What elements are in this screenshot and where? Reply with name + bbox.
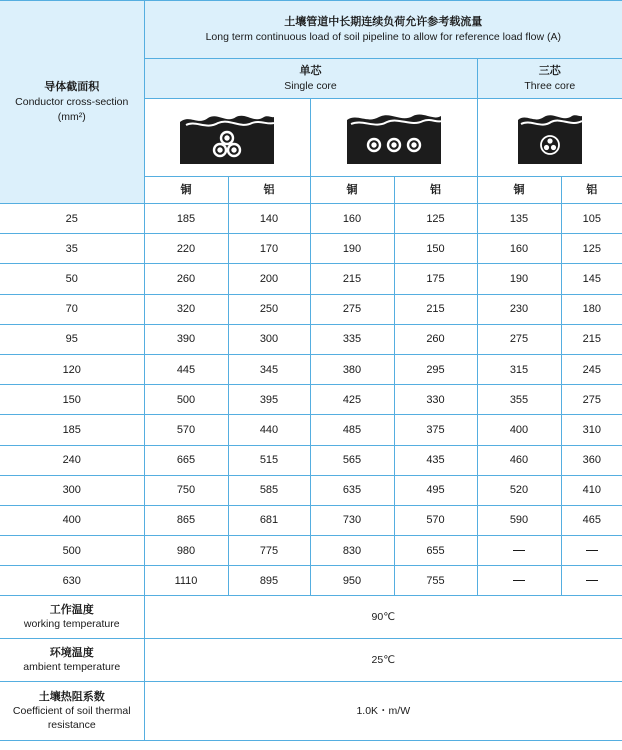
flat-copper-cell: 635 xyxy=(310,475,394,505)
cable-flat-icon xyxy=(347,108,441,164)
flat-aluminum-cell: 375 xyxy=(394,415,477,445)
three-copper-cell: 315 xyxy=(477,354,561,384)
single-aluminum-cell: 895 xyxy=(228,566,310,596)
single-aluminum-cell: 170 xyxy=(228,234,310,264)
ambient-temp-en: ambient temperature xyxy=(23,661,121,674)
working-temp-value: 90℃ xyxy=(144,596,622,639)
load-header-cn: 土壤管道中长期连续负荷允许参考载流量 xyxy=(284,15,483,28)
single-aluminum-cell: 200 xyxy=(228,264,310,294)
table-row xyxy=(0,294,622,324)
three-aluminum-cell: 125 xyxy=(561,234,622,264)
flat-copper-cell: 830 xyxy=(310,536,394,566)
single-aluminum-cell: 140 xyxy=(228,204,310,234)
flat-aluminum-cell: 125 xyxy=(394,204,477,234)
three-copper-cell xyxy=(477,566,561,596)
single-copper-cell: 185 xyxy=(144,204,228,234)
three-copper-cell: 355 xyxy=(477,385,561,415)
table-row xyxy=(0,475,622,505)
single-copper-cell: 1110 xyxy=(144,566,228,596)
flat-copper-cell: 485 xyxy=(310,415,394,445)
three-copper-cell: 590 xyxy=(477,505,561,535)
table-row xyxy=(0,505,622,535)
table-row xyxy=(0,204,622,234)
three-aluminum-cell: 310 xyxy=(561,415,622,445)
three-core-en: Three core xyxy=(524,79,576,92)
three-aluminum-cell: 360 xyxy=(561,445,622,475)
data-rows xyxy=(0,204,622,596)
conductor-header-cn: 导体截面积 xyxy=(44,80,100,93)
not-available-dash xyxy=(513,580,525,581)
load-header-en: Long term continuous load of soil pipeline to allow for reference load flow (A) xyxy=(205,30,562,43)
copper-label: 铜 xyxy=(477,177,561,204)
ambient-temp-cn: 环境温度 xyxy=(49,647,94,660)
size-cell: 50 xyxy=(0,264,144,294)
flat-copper-cell: 190 xyxy=(310,234,394,264)
table-row xyxy=(0,234,622,264)
flat-aluminum-cell: 435 xyxy=(394,445,477,475)
flat-aluminum-cell: 570 xyxy=(394,505,477,535)
flat-aluminum-cell: 215 xyxy=(394,294,477,324)
three-aluminum-cell xyxy=(561,536,622,566)
not-available-dash xyxy=(586,550,598,551)
aluminum-label: 铝 xyxy=(228,177,310,204)
three-copper-cell: 190 xyxy=(477,264,561,294)
size-cell: 25 xyxy=(0,204,144,234)
single-copper-cell: 500 xyxy=(144,385,228,415)
table-row xyxy=(0,264,622,294)
copper-label: 铜 xyxy=(310,177,394,204)
cable-trefoil-icon xyxy=(180,108,274,164)
single-copper-cell: 320 xyxy=(144,294,228,324)
load-header xyxy=(144,1,622,59)
single-core-cn: 单芯 xyxy=(299,64,322,77)
single-aluminum-cell: 440 xyxy=(228,415,310,445)
three-copper-cell: 460 xyxy=(477,445,561,475)
size-cell: 300 xyxy=(0,475,144,505)
flat-copper-cell: 950 xyxy=(310,566,394,596)
three-copper-cell: 520 xyxy=(477,475,561,505)
single-aluminum-cell: 250 xyxy=(228,294,310,324)
size-cell: 240 xyxy=(0,445,144,475)
single-aluminum-cell: 395 xyxy=(228,385,310,415)
three-aluminum-cell: 465 xyxy=(561,505,622,535)
three-core-header xyxy=(477,59,622,99)
size-cell: 185 xyxy=(0,415,144,445)
three-aluminum-cell: 410 xyxy=(561,475,622,505)
single-aluminum-cell: 585 xyxy=(228,475,310,505)
not-available-dash xyxy=(513,550,525,551)
conductor-header-en: Conductor cross-section xyxy=(15,95,129,108)
working-temp-label xyxy=(0,596,144,639)
three-core-pic-cell xyxy=(477,99,622,177)
single-core-en: Single core xyxy=(284,79,337,92)
single-copper-cell: 260 xyxy=(144,264,228,294)
table-row xyxy=(0,415,622,445)
flat-aluminum-cell: 295 xyxy=(394,354,477,384)
ambient-temp-label xyxy=(0,639,144,682)
flat-copper-cell: 335 xyxy=(310,324,394,354)
flat-aluminum-cell: 260 xyxy=(394,324,477,354)
flat-aluminum-cell: 175 xyxy=(394,264,477,294)
table-row xyxy=(0,324,622,354)
flat-aluminum-cell: 655 xyxy=(394,536,477,566)
single-copper-cell: 220 xyxy=(144,234,228,264)
three-copper-cell: 135 xyxy=(477,204,561,234)
ambient-temp-value: 25℃ xyxy=(144,639,622,682)
three-core-cable-icon xyxy=(518,108,582,164)
soil-resistance-value: 1.0K・m/W xyxy=(144,682,622,741)
size-cell: 120 xyxy=(0,354,144,384)
three-core-cn: 三芯 xyxy=(538,64,561,77)
single-copper-cell: 665 xyxy=(144,445,228,475)
flat-aluminum-cell: 330 xyxy=(394,385,477,415)
table-row xyxy=(0,536,622,566)
conductor-header xyxy=(0,1,144,204)
three-aluminum-cell: 245 xyxy=(561,354,622,384)
single-core-header xyxy=(144,59,477,99)
three-aluminum-cell: 145 xyxy=(561,264,622,294)
soil-resistance-cn: 土壤热阻系数 xyxy=(38,691,105,704)
flat-copper-cell: 160 xyxy=(310,204,394,234)
size-cell: 400 xyxy=(0,505,144,535)
conductor-header-unit: (mm²) xyxy=(57,110,86,123)
three-copper-cell: 160 xyxy=(477,234,561,264)
flat-copper-cell: 730 xyxy=(310,505,394,535)
working-temp-cn: 工作温度 xyxy=(49,604,94,617)
flat-copper-cell: 425 xyxy=(310,385,394,415)
table-row xyxy=(0,566,622,596)
table-row xyxy=(0,445,622,475)
not-available-dash xyxy=(586,580,598,581)
size-cell: 150 xyxy=(0,385,144,415)
single-aluminum-cell: 681 xyxy=(228,505,310,535)
flat-aluminum-cell: 755 xyxy=(394,566,477,596)
single-aluminum-cell: 345 xyxy=(228,354,310,384)
copper-label: 铜 xyxy=(144,177,228,204)
three-aluminum-cell: 215 xyxy=(561,324,622,354)
trefoil-pic-cell xyxy=(144,99,310,177)
three-copper-cell xyxy=(477,536,561,566)
single-copper-cell: 445 xyxy=(144,354,228,384)
single-copper-cell: 750 xyxy=(144,475,228,505)
single-copper-cell: 390 xyxy=(144,324,228,354)
size-cell: 630 xyxy=(0,566,144,596)
three-copper-cell: 400 xyxy=(477,415,561,445)
single-copper-cell: 865 xyxy=(144,505,228,535)
soil-resistance-en1: Coefficient of soil thermal xyxy=(12,705,131,718)
flat-copper-cell: 565 xyxy=(310,445,394,475)
soil-resistance-en2: resistance xyxy=(47,719,96,732)
flat-copper-cell: 215 xyxy=(310,264,394,294)
single-aluminum-cell: 775 xyxy=(228,536,310,566)
aluminum-label: 铝 xyxy=(394,177,477,204)
three-aluminum-cell xyxy=(561,566,622,596)
working-temp-en: working temperature xyxy=(23,618,120,631)
flat-aluminum-cell: 150 xyxy=(394,234,477,264)
size-cell: 70 xyxy=(0,294,144,324)
flat-pic-cell xyxy=(310,99,477,177)
flat-copper-cell: 275 xyxy=(310,294,394,324)
three-aluminum-cell: 275 xyxy=(561,385,622,415)
three-aluminum-cell: 105 xyxy=(561,204,622,234)
single-aluminum-cell: 515 xyxy=(228,445,310,475)
table-row xyxy=(0,354,622,384)
soil-resistance-label xyxy=(0,682,144,741)
three-aluminum-cell: 180 xyxy=(561,294,622,324)
size-cell: 35 xyxy=(0,234,144,264)
flat-aluminum-cell: 495 xyxy=(394,475,477,505)
single-copper-cell: 980 xyxy=(144,536,228,566)
aluminum-label: 铝 xyxy=(561,177,622,204)
table-row xyxy=(0,385,622,415)
flat-copper-cell: 380 xyxy=(310,354,394,384)
three-copper-cell: 230 xyxy=(477,294,561,324)
single-copper-cell: 570 xyxy=(144,415,228,445)
size-cell: 500 xyxy=(0,536,144,566)
single-aluminum-cell: 300 xyxy=(228,324,310,354)
three-copper-cell: 275 xyxy=(477,324,561,354)
size-cell: 95 xyxy=(0,324,144,354)
